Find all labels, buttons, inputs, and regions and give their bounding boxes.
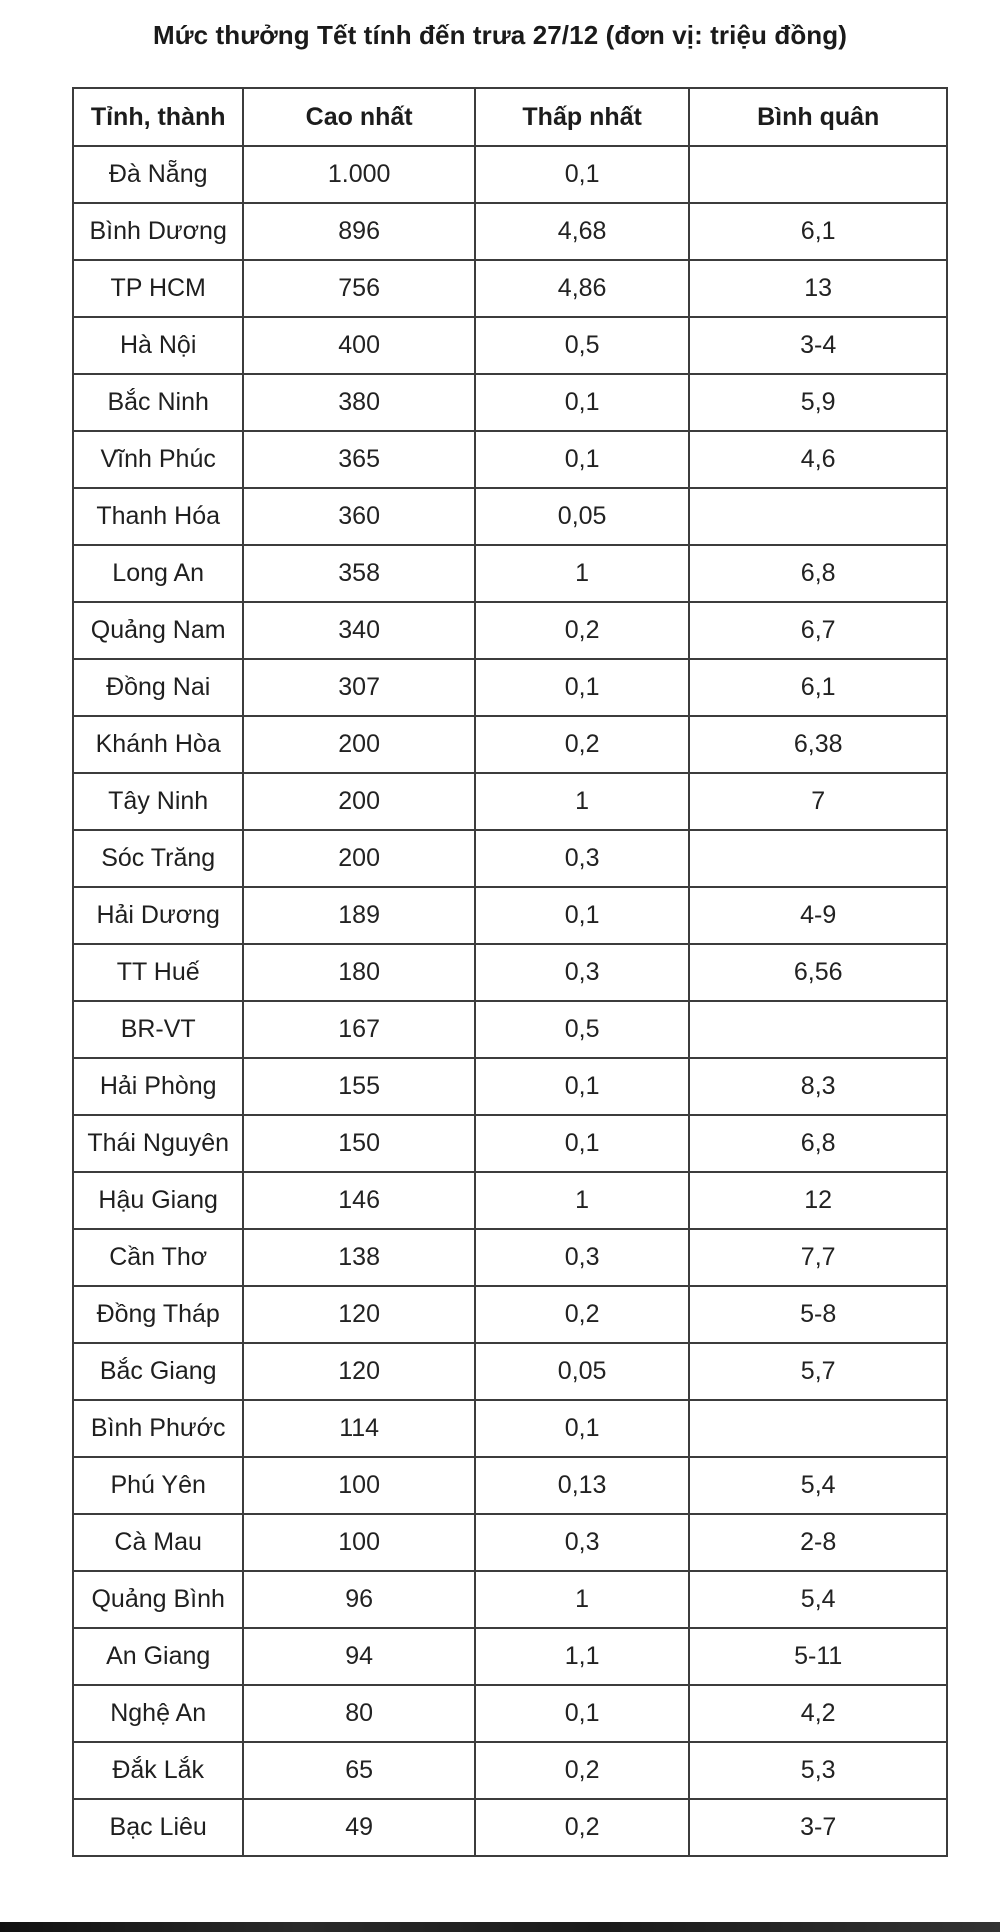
cell-province: Tây Ninh xyxy=(73,773,243,830)
cell-lowest: 4,68 xyxy=(475,203,689,260)
cell-highest: 756 xyxy=(243,260,475,317)
table-title: Mức thưởng Tết tính đến trưa 27/12 (đơn vị: triệu đồng) xyxy=(152,20,848,50)
cell-average: 5,7 xyxy=(689,1343,947,1400)
cell-highest: 307 xyxy=(243,659,475,716)
cell-average: 4,2 xyxy=(689,1685,947,1742)
cell-average: 5,3 xyxy=(689,1742,947,1799)
table-row xyxy=(73,773,947,830)
table-row xyxy=(73,1628,947,1685)
cell-lowest: 1 xyxy=(475,1172,689,1229)
table-row xyxy=(73,1172,947,1229)
cell-lowest: 1 xyxy=(475,545,689,602)
cell-lowest: 0,2 xyxy=(475,602,689,659)
cell-lowest: 0,3 xyxy=(475,830,689,887)
cell-lowest: 1 xyxy=(475,773,689,830)
cell-average xyxy=(689,146,947,203)
table-row xyxy=(73,1571,947,1628)
cell-highest: 167 xyxy=(243,1001,475,1058)
table-row xyxy=(73,1286,947,1343)
cell-average: 3-7 xyxy=(689,1799,947,1856)
cell-highest: 146 xyxy=(243,1172,475,1229)
cell-lowest: 0,2 xyxy=(475,1742,689,1799)
table-row xyxy=(73,659,947,716)
cell-province: Quảng Bình xyxy=(73,1571,243,1628)
cell-province: Bắc Ninh xyxy=(73,374,243,431)
cell-lowest: 0,05 xyxy=(475,1343,689,1400)
cell-average xyxy=(689,488,947,545)
cell-lowest: 0,1 xyxy=(475,1115,689,1172)
cell-lowest: 0,1 xyxy=(475,1685,689,1742)
cell-province: Hải Phòng xyxy=(73,1058,243,1115)
cell-average: 5,9 xyxy=(689,374,947,431)
cell-average: 6,56 xyxy=(689,944,947,1001)
cell-average xyxy=(689,1001,947,1058)
cell-average: 5,4 xyxy=(689,1571,947,1628)
cell-lowest: 0,05 xyxy=(475,488,689,545)
cell-average: 6,1 xyxy=(689,659,947,716)
cell-highest: 189 xyxy=(243,887,475,944)
cell-lowest: 0,13 xyxy=(475,1457,689,1514)
cell-province: Hà Nội xyxy=(73,317,243,374)
cell-lowest: 0,1 xyxy=(475,887,689,944)
cell-highest: 120 xyxy=(243,1286,475,1343)
cell-lowest: 0,3 xyxy=(475,944,689,1001)
cell-highest: 200 xyxy=(243,716,475,773)
cell-average: 4-9 xyxy=(689,887,947,944)
table-row xyxy=(73,317,947,374)
cell-average: 6,8 xyxy=(689,545,947,602)
cell-province: Cà Mau xyxy=(73,1514,243,1571)
cell-average: 7,7 xyxy=(689,1229,947,1286)
cell-average: 3-4 xyxy=(689,317,947,374)
cell-province: Đồng Nai xyxy=(73,659,243,716)
cell-average: 6,1 xyxy=(689,203,947,260)
cell-lowest: 1 xyxy=(475,1571,689,1628)
cell-lowest: 0,2 xyxy=(475,1286,689,1343)
cell-province: Bình Phước xyxy=(73,1400,243,1457)
cell-province: Phú Yên xyxy=(73,1457,243,1514)
cell-province: Đà Nẵng xyxy=(73,146,243,203)
cell-province: Nghệ An xyxy=(73,1685,243,1742)
table-row xyxy=(73,1400,947,1457)
cell-lowest: 1,1 xyxy=(475,1628,689,1685)
header-row xyxy=(73,88,947,146)
cell-average xyxy=(689,1400,947,1457)
cell-highest: 96 xyxy=(243,1571,475,1628)
table-row xyxy=(73,1343,947,1400)
header-province: Tỉnh, thành xyxy=(73,88,243,146)
cell-province: TT Huế xyxy=(73,944,243,1001)
cell-province: Long An xyxy=(73,545,243,602)
table-row xyxy=(73,1799,947,1856)
cell-highest: 49 xyxy=(243,1799,475,1856)
cell-province: Quảng Nam xyxy=(73,602,243,659)
header-highest: Cao nhất xyxy=(243,88,475,146)
header-average: Bình quân xyxy=(689,88,947,146)
cell-lowest: 0,1 xyxy=(475,659,689,716)
cell-average: 6,7 xyxy=(689,602,947,659)
bonus-table xyxy=(72,87,948,1857)
cell-average: 4,6 xyxy=(689,431,947,488)
cell-average: 5-8 xyxy=(689,1286,947,1343)
cell-average: 13 xyxy=(689,260,947,317)
table-row xyxy=(73,1229,947,1286)
cell-province: Vĩnh Phúc xyxy=(73,431,243,488)
cell-province: Thái Nguyên xyxy=(73,1115,243,1172)
cell-highest: 200 xyxy=(243,773,475,830)
header-lowest: Thấp nhất xyxy=(475,88,689,146)
cell-highest: 340 xyxy=(243,602,475,659)
cell-average: 12 xyxy=(689,1172,947,1229)
cell-province: Bạc Liêu xyxy=(73,1799,243,1856)
cell-province: TP HCM xyxy=(73,260,243,317)
cell-highest: 365 xyxy=(243,431,475,488)
cell-province: An Giang xyxy=(73,1628,243,1685)
cell-average: 2-8 xyxy=(689,1514,947,1571)
cell-highest: 180 xyxy=(243,944,475,1001)
cell-highest: 1.000 xyxy=(243,146,475,203)
cell-highest: 200 xyxy=(243,830,475,887)
cell-lowest: 0,2 xyxy=(475,1799,689,1856)
cell-highest: 155 xyxy=(243,1058,475,1115)
cell-average: 8,3 xyxy=(689,1058,947,1115)
table-row xyxy=(73,1457,947,1514)
cell-highest: 114 xyxy=(243,1400,475,1457)
cell-highest: 400 xyxy=(243,317,475,374)
table-row xyxy=(73,1115,947,1172)
cell-average: 5-11 xyxy=(689,1628,947,1685)
cell-province: Hải Dương xyxy=(73,887,243,944)
cell-highest: 138 xyxy=(243,1229,475,1286)
table-row xyxy=(73,260,947,317)
cell-lowest: 0,3 xyxy=(475,1514,689,1571)
table-body xyxy=(73,146,947,1856)
table-row xyxy=(73,1058,947,1115)
cell-highest: 896 xyxy=(243,203,475,260)
cell-highest: 80 xyxy=(243,1685,475,1742)
cell-highest: 100 xyxy=(243,1457,475,1514)
cell-average xyxy=(689,830,947,887)
cell-province: BR-VT xyxy=(73,1001,243,1058)
table-header xyxy=(73,88,947,146)
cell-province: Thanh Hóa xyxy=(73,488,243,545)
table-row xyxy=(73,1742,947,1799)
cell-lowest: 0,5 xyxy=(475,1001,689,1058)
cell-highest: 65 xyxy=(243,1742,475,1799)
cell-province: Đồng Tháp xyxy=(73,1286,243,1343)
cell-lowest: 0,1 xyxy=(475,374,689,431)
cell-average: 6,8 xyxy=(689,1115,947,1172)
cell-highest: 100 xyxy=(243,1514,475,1571)
table-row xyxy=(73,203,947,260)
cell-province: Hậu Giang xyxy=(73,1172,243,1229)
table-row xyxy=(73,944,947,1001)
cell-province: Đắk Lắk xyxy=(73,1742,243,1799)
table-row xyxy=(73,602,947,659)
table-row xyxy=(73,374,947,431)
cell-lowest: 0,3 xyxy=(475,1229,689,1286)
cell-highest: 360 xyxy=(243,488,475,545)
table-row xyxy=(73,830,947,887)
cell-highest: 150 xyxy=(243,1115,475,1172)
table-row xyxy=(73,1001,947,1058)
cell-average: 5,4 xyxy=(689,1457,947,1514)
cell-province: Bắc Giang xyxy=(73,1343,243,1400)
table-row xyxy=(73,1685,947,1742)
cell-highest: 120 xyxy=(243,1343,475,1400)
cell-lowest: 0,1 xyxy=(475,146,689,203)
cell-average: 7 xyxy=(689,773,947,830)
cell-province: Khánh Hòa xyxy=(73,716,243,773)
cell-lowest: 0,2 xyxy=(475,716,689,773)
table-row xyxy=(73,716,947,773)
cell-highest: 358 xyxy=(243,545,475,602)
table-row xyxy=(73,1514,947,1571)
cell-average: 6,38 xyxy=(689,716,947,773)
cell-lowest: 0,5 xyxy=(475,317,689,374)
cell-highest: 380 xyxy=(243,374,475,431)
bottom-edge-bar xyxy=(0,1922,1000,1932)
cell-province: Bình Dương xyxy=(73,203,243,260)
table-row xyxy=(73,488,947,545)
cell-lowest: 0,1 xyxy=(475,1058,689,1115)
table-row xyxy=(73,431,947,488)
cell-lowest: 4,86 xyxy=(475,260,689,317)
cell-province: Cần Thơ xyxy=(73,1229,243,1286)
cell-highest: 94 xyxy=(243,1628,475,1685)
table-row xyxy=(73,146,947,203)
table-row xyxy=(73,887,947,944)
cell-lowest: 0,1 xyxy=(475,1400,689,1457)
cell-lowest: 0,1 xyxy=(475,431,689,488)
cell-province: Sóc Trăng xyxy=(73,830,243,887)
table-row xyxy=(73,545,947,602)
